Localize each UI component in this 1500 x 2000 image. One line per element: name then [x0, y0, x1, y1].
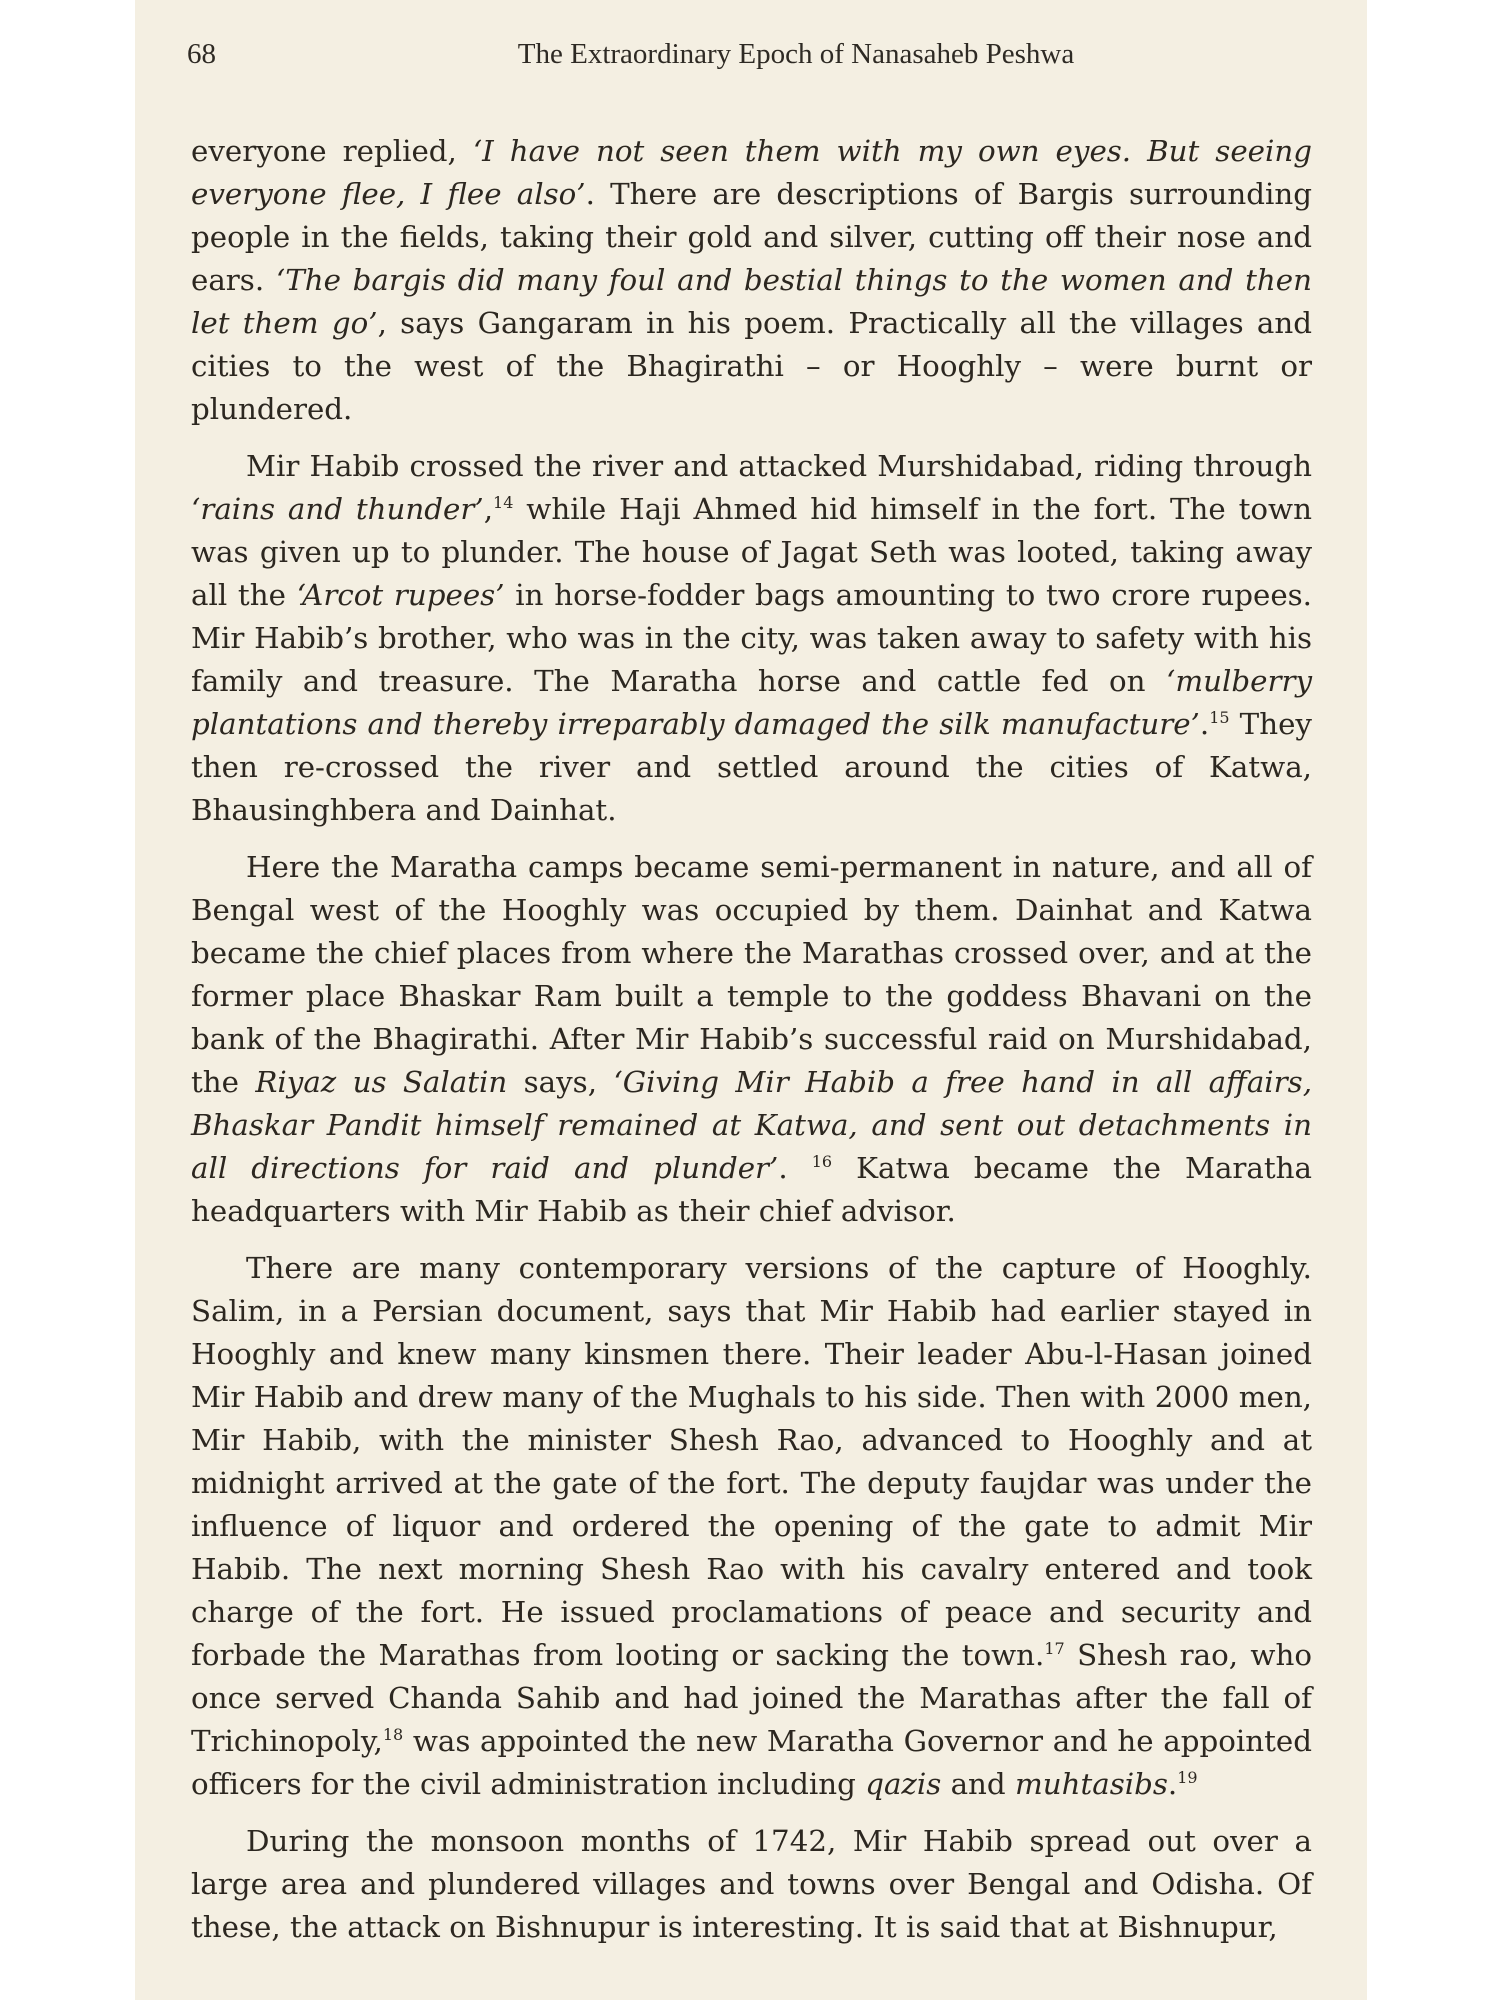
- italic-text: ‘I have not seen them with my own eyes. But seeing everyone flee, I flee also’: [191, 134, 1312, 211]
- italic-text: ‘Giving Mir Habib a free hand in all affairs, Bhaskar Pandit himself remained at Katwa, and sent out detachments in all directions for raid and plunder’: [191, 1065, 1313, 1185]
- text-run: everyone replied,: [191, 134, 473, 168]
- text-run: Shesh rao, who once served Chanda Sahib and had joined the Marathas after the fall of Trichinopoly,: [191, 1638, 1313, 1758]
- text-run: says,: [507, 1065, 614, 1099]
- page-number: 68: [187, 38, 216, 70]
- italic-text: Riyaz us Salatin: [255, 1065, 508, 1099]
- book-page: [135, 0, 1367, 2000]
- footnote-marker: 14: [493, 493, 514, 513]
- text-run: Mir Habib crossed the river and attacked Murshidabad, riding through: [246, 449, 1312, 483]
- paragraph: [191, 130, 1312, 431]
- italic-text: qazis: [865, 1767, 942, 1801]
- text-run: ,: [483, 492, 494, 526]
- italic-text: ‘The bargis did many foul and bestial things to the women and then let them go’: [191, 263, 1312, 340]
- page-header: [187, 38, 1315, 86]
- text-run: There are many contemporary versions of the capture of Hooghly. Salim, in a Persian document, says that Mir Habib had earlier stayed in Hooghly and knew many kinsmen there. Their leader Abu-l-Hasan joined Mir Habib and drew many of the Mughals to his side. Then with 2000 men, Mir Habib, with the minister Shesh Rao, advanced to Hooghly and at midnight arrived at the gate of the fort. The deputy faujdar was under the influence of liquor and ordered the opening of the gate to admit Mir Habib. The next morning Shesh Rao with his cavalry entered and took charge of the fort. He issued proclamations of peace and security and forbade the Marathas from looting or sacking the town.: [191, 1251, 1312, 1672]
- footnote-marker: 19: [1177, 1768, 1198, 1788]
- text-run: was appointed the new Maratha Governor and he appointed officers for the civil administration including: [191, 1724, 1312, 1801]
- paragraph: [191, 846, 1312, 1233]
- footnote-marker: 17: [1044, 1639, 1065, 1659]
- text-run: while Haji Ahmed hid himself in the fort. The town was given up to plunder. The house of Jagat Seth was looted, taking away all the: [191, 492, 1312, 612]
- text-run: in horse-fodder bags amounting to two crore rupees. Mir Habib’s brother, who was in the city, was taken away to safety with his family and treasure. The Maratha horse and cattle fed on: [191, 578, 1312, 698]
- text-run: Katwa became the Maratha headquarters with Mir Habib as their chief advisor.: [191, 1151, 1312, 1228]
- paragraph: [191, 1247, 1312, 1806]
- text-run: .: [1199, 707, 1210, 741]
- text-run: , says Gangaram in his poem. Practically all the villages and cities to the west of the Bhagirathi – or Hooghly – were burnt or plundered.: [191, 306, 1312, 426]
- text-run: They then re-crossed the river and settled around the cities of Katwa, Bhausinghbera and Dainhat.: [191, 707, 1312, 827]
- text-run: Here the Maratha camps became semi-permanent in nature, and all of Bengal west of the Hooghly was occupied by them. Dainhat and Katwa became the chief places from where the Marathas crossed over, and at the former place Bhaskar Ram built a temple to the goddess Bhavani on the bank of the Bhagirathi. After Mir Habib’s successful raid on Murshidabad, the: [191, 850, 1312, 1099]
- text-run: .: [1167, 1767, 1178, 1801]
- paragraph: [191, 1820, 1312, 1949]
- italic-text: muhtasibs: [1014, 1767, 1168, 1801]
- footnote-marker: 16: [811, 1152, 833, 1172]
- text-run: During the monsoon months of 1742, Mir Habib spread out over a large area and plundered villages and towns over Bengal and Odisha. Of these, the attack on Bishnupur is interesting. It is said that at Bishnupur,: [191, 1824, 1312, 1944]
- text-run: and: [941, 1767, 1015, 1801]
- text-run: . There are descriptions of Bargis surrounding people in the fields, taking their gold and silver, cutting off their nose and ears.: [191, 177, 1312, 297]
- running-title: The Extraordinary Epoch of Nanasaheb Peshwa: [517, 38, 1075, 70]
- footnote-marker: 15: [1209, 708, 1230, 728]
- footnote-marker: 18: [382, 1725, 404, 1745]
- text-run: .: [778, 1151, 812, 1185]
- italic-text: ‘mulberry plantations and thereby irreparably damaged the silk manufacture’: [191, 664, 1312, 741]
- italic-text: ‘rains and thunder’: [191, 492, 484, 526]
- paragraph: [191, 445, 1312, 832]
- italic-text: ‘Arcot rupees’: [296, 578, 505, 612]
- body-text: [191, 130, 1312, 1949]
